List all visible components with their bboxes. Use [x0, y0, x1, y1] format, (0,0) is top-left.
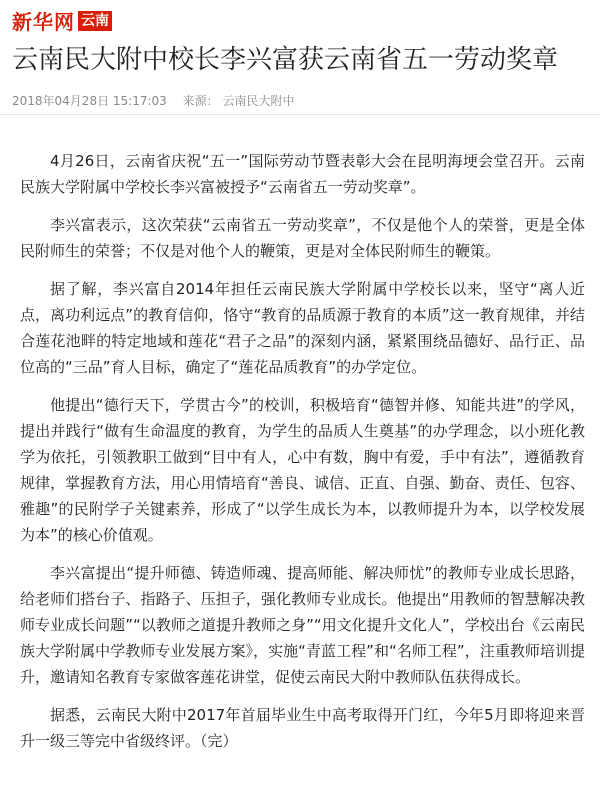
paragraph: 他提出“德行天下，学贯古今”的校训，积极培育“德智并修、知能共进”的学风，提出并践行“做有生命温度的教育，为学生的品质人生奠基”的办学理念，以小班化教学为依托，引领教职工做到“目中有人，心中有数，胸中有爱，手中有法”，遵循教育规律，掌握教育方法，用心用情培育“善良、诚信、正直、自强、勤奋、责任、包容、雅趣”的民附学子关键素养，形成了“以学生成长为本，以教师提升为本，以学校发展为本”的核心价值观。	[20, 396, 585, 544]
article-source: 来源： 云南民大附中	[182, 94, 295, 108]
article-meta	[12, 92, 306, 109]
paragraph: 李兴富提出“提升师德、铸造师魂、提高师能、解决师忧”的教师专业成长思路，给老师们搭台子、指路子、压担子，强化教师专业成长。他提出“用教师的智慧解决教师专业成长问题”“以教师之道提升教师之身”“用文化提升文化人”，学校出台《云南民族大学附属中学教师专业发展方案》，实施“青蓝工程”和“名师工程”，注重教师培训提升，邀请知名教育专家做客莲花讲堂，促使云南民大附中教师队伍获得成长。	[20, 564, 585, 686]
logo-text: 新华网	[12, 10, 75, 34]
paragraph: 李兴富表示，这次荣获“云南省五一劳动奖章”，不仅是他个人的荣誉，更是全体民附师生的荣誉；不仅是对他个人的鞭策，更是对全体民附师生的鞭策。	[20, 216, 585, 260]
logo-region-badge: 云南	[78, 11, 112, 31]
paragraph: 4月26日，云南省庆祝“五一”国际劳动节暨表彰大会在昆明海埂会堂召开。云南民族大学附属中学校长李兴富被授予“云南省五一劳动奖章”。	[20, 152, 585, 196]
paragraph: 据悉，云南民大附中2017年首届毕业生中高考取得开门红，今年5月即将迎来晋升一级三等完中省级终评。（完）	[20, 706, 585, 750]
article-body	[20, 148, 585, 766]
article-datetime: 2018年04月28日 15:17:03	[12, 94, 167, 108]
site-logo[interactable]	[12, 6, 112, 35]
site-header	[0, 0, 600, 38]
article-title: 云南民大附中校长李兴富获云南省五一劳动奖章	[12, 45, 559, 75]
divider	[0, 114, 600, 115]
paragraph: 据了解，李兴富自2014年担任云南民族大学附属中学校长以来，坚守“离人近点，离功利远点”的教育信仰，恪守“教育的品质源于教育的本质”这一教育规律，并结合莲花池畔的特定地域和莲花“君子之品”的深刻内涵，紧紧围绕品德好、品行正、品位高的“三品”育人目标，确定了“莲花品质教育”的办学定位。	[20, 280, 585, 376]
